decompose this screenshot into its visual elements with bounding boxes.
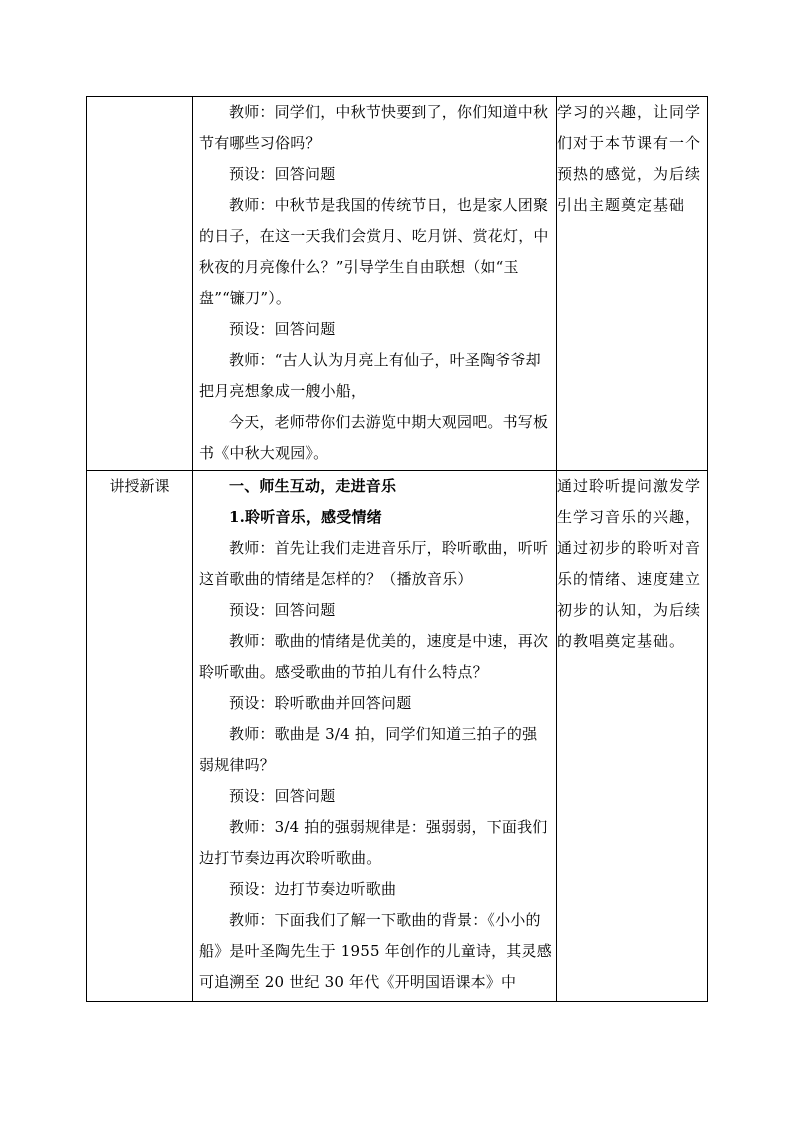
paragraph: 教师：中秋节是我国的传统节日，也是家人团聚的日子，在这一天我们会赏月、吃月饼、赏花灯，中秋夜的月亮像什么？”引导学生自由联想（如“玉盘”“镰刀”）。 [199,196,549,307]
design-intent: 通过聆听提问激发学生学习音乐的兴趣，通过初步的聆听对音乐的情绪、速度建立初步的认知，为后续的教唱奠定基础。 [557,477,702,650]
paragraph: 教师：“古人认为月亮上有仙子，叶圣陶爷爷却把月亮想象成一艘小船， [199,351,541,400]
design-intent: 学习的兴趣，让同学们对于本节课有一个预热的感觉，为后续引出主题奠定基础 [557,103,702,214]
paragraph: 教师：3/4 拍的强弱规律是：强弱弱，下面我们边打节奏边再次聆听歌曲。 [199,818,548,867]
paragraph: 预设：聆听歌曲并回答问题 [229,694,412,712]
paragraph: 教师：歌曲是 3/4 拍，同学们知道三拍子的强弱规律吗？ [199,725,538,774]
paragraph: 教师：同学们，中秋节快要到了，你们知道中秋节有哪些习俗吗？ [199,103,549,152]
paragraph: 预设：回答问题 [229,601,336,619]
paragraph: 预设：边打节奏边听歌曲 [229,880,397,898]
paragraph: 今天，老师带你们去游览中期大观园吧。书写板书《中秋大观园》。 [199,413,549,462]
stage-label: 讲授新课 [109,477,170,495]
activity-cell [193,97,557,471]
paragraph: 教师：歌曲的情绪是优美的，速度是中速，再次聆听歌曲。感受歌曲的节拍儿有什么特点？ [199,632,549,681]
intent-cell [557,471,708,1002]
lesson-plan-table [86,96,708,1002]
paragraph: 预设：回答问题 [229,320,336,338]
subsection-heading: 1.聆听音乐，感受情绪 [229,508,382,526]
table-row [87,471,708,1002]
paragraph: 预设：回答问题 [229,165,336,183]
paragraph: 预设：回答问题 [229,787,336,805]
table-row [87,97,708,471]
stage-cell [87,471,193,1002]
paragraph: 教师：首先让我们走进音乐厅，聆听歌曲，听听这首歌曲的情绪是怎样的？（播放音乐） [199,539,549,588]
intent-cell [557,97,708,471]
paragraph: 教师：下面我们了解一下歌曲的背景：《小小的船》是叶圣陶先生于 1955 年创作的儿童诗，其灵感可追溯至 20 世纪 30 年代《开明国语课本》中 [199,911,552,991]
section-heading: 一、师生互动，走进音乐 [229,477,397,495]
stage-cell [87,97,193,471]
activity-cell [193,471,557,1002]
